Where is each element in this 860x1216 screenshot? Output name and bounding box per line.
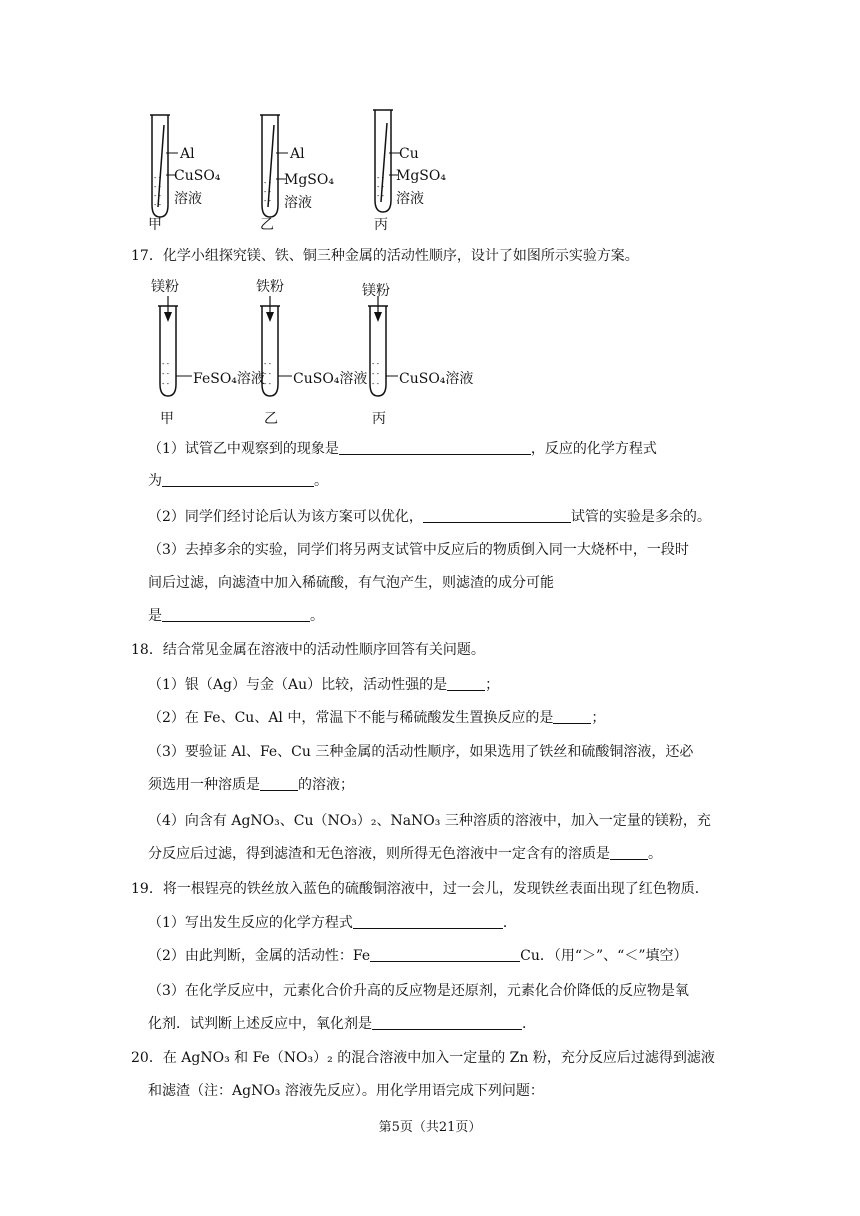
tube1-metal-label: Al — [180, 146, 195, 162]
q19-part2: （2）由此判断，金属的活动性：Fe Cu．（用“＞”、“＜”填空） — [148, 948, 688, 964]
answer-blank[interactable] — [553, 709, 591, 724]
answer-blank[interactable] — [339, 440, 531, 455]
svg-text:- -: - - — [154, 183, 161, 191]
svg-text:- -: - - — [372, 380, 379, 388]
q17-tube3-name: 丙 — [372, 411, 386, 427]
svg-text:- -: - - — [264, 360, 271, 368]
answer-blank[interactable] — [372, 1015, 522, 1030]
q19-part3-line2: 化剂．试判断上述反应中，氧化剂是 ． — [148, 1016, 536, 1032]
q18-stem: 18．结合常见金属在溶液中的活动性顺序回答有关问题。 — [131, 642, 485, 658]
svg-text:- -: - - — [372, 360, 379, 368]
answer-blank[interactable] — [370, 947, 520, 962]
q18-part1: （1）银（Ag）与金（Au）比较，活动性强的是 ； — [148, 677, 500, 693]
tube3-name: 丙 — [374, 217, 388, 233]
tube3-solution-label: MgSO₄ — [396, 168, 446, 184]
q17-part3-line3: 是 。 — [148, 608, 324, 624]
q19-part1: （1）写出发生反应的化学方程式 ． — [148, 915, 517, 931]
svg-text:- -: - - — [377, 183, 384, 191]
svg-text:- -: - - — [154, 174, 161, 182]
svg-text:- -: - - — [264, 188, 271, 196]
answer-blank[interactable] — [162, 607, 310, 622]
q17-part2: （2）同学们经讨论后认为该方案可以优化， 试管的实验是多余的。 — [148, 509, 711, 525]
tube2-name: 乙 — [260, 217, 274, 233]
q17-tube3-powder: 镁粉 — [362, 283, 390, 299]
q17-part3-line1: （3）去掉多余的实验，同学们将另两支试管中反应后的物质倒入同一大烧杯中，一段时 — [148, 542, 689, 558]
answer-blank[interactable] — [447, 676, 485, 691]
q17-tube2-name: 乙 — [264, 411, 278, 427]
q19-stem: 19．将一根锃亮的铁丝放入蓝色的硫酸铜溶液中，过一会儿，发现铁丝表面出现了红色物质． — [131, 881, 709, 897]
svg-text:- -: - - — [162, 360, 169, 368]
page-number-footer: 第5页（共21页） — [378, 1120, 482, 1135]
svg-text:- -: - - — [264, 370, 271, 378]
tube1-name: 甲 — [148, 217, 162, 233]
svg-text:- -: - - — [264, 179, 271, 187]
q20-stem-line1: 20．在 AgNO₃ 和 Fe（NO₃）₂ 的混合溶液中加入一定量的 Zn 粉，充分反应后过滤得到滤液 — [131, 1050, 715, 1066]
q17-part1-line2: 为 。 — [148, 473, 328, 489]
svg-text:- -: - - — [162, 370, 169, 378]
q17-tube2-solution: CuSO₄溶液 — [293, 371, 368, 387]
svg-text:- -: - - — [154, 201, 161, 209]
test-tube-diagram-2 — [140, 296, 440, 406]
q17-tube1-powder: 镁粉 — [151, 279, 179, 295]
q18-part2: （2）在 Fe、Cu、Al 中，常温下不能与稀硫酸发生置换反应的是 ； — [148, 710, 606, 726]
q19-part3-line1: （3）在化学反应中，元素化合价升高的反应物是还原剂，元素化合价降低的反应物是氧 — [148, 983, 689, 999]
answer-blank[interactable] — [423, 508, 571, 523]
q17-part3-line2: 间后过滤，向滤渣中加入稀硫酸，有气泡产生，则滤渣的成分可能 — [148, 575, 554, 591]
q17-tube1-name: 甲 — [160, 411, 174, 427]
q18-part4-line1: （4）向含有 AgNO₃、Cu（NO₃）₂、NaNO₃ 三种溶质的溶液中，加入一定量的镁粉，充 — [148, 813, 711, 829]
q17-part1-line1: （1）试管乙中观察到的现象是 ，反应的化学方程式 — [148, 441, 657, 457]
tube1-solution-label: CuSO₄ — [174, 168, 221, 184]
tube3-solution-label-2: 溶液 — [396, 191, 424, 207]
svg-text:- -: - - — [162, 380, 169, 388]
q17-tube-jia — [158, 296, 192, 396]
svg-text:- -: - - — [264, 197, 271, 205]
q17-stem: 17．化学小组探究镁、铁、铜三种金属的活动性顺序，设计了如图所示实验方案。 — [131, 248, 639, 264]
q20-stem-line2: 和滤渣（注：AgNO₃ 溶液先反应）。用化学用语完成下列问题： — [148, 1083, 544, 1099]
q18-part4-line2: 分反应后过滤，得到滤渣和无色溶液，则所得无色溶液中一定含有的溶质是 。 — [148, 846, 662, 862]
tube2-solution-label: MgSO₄ — [284, 172, 334, 188]
answer-blank[interactable] — [353, 914, 503, 929]
answer-blank[interactable] — [610, 845, 648, 860]
q18-part3-line1: （3）要验证 Al、Fe、Cu 三种金属的活动性顺序，如果选用了铁丝和硫酸铜溶液，还必 — [148, 744, 694, 760]
tube3-metal-label: Cu — [399, 146, 419, 162]
answer-blank[interactable] — [162, 472, 314, 487]
tube2-solution-label-2: 溶液 — [284, 195, 312, 211]
q17-tube2-powder: 铁粉 — [256, 279, 284, 295]
svg-text:- -: - - — [372, 370, 379, 378]
q18-part3-line2: 须选用一种溶质是 的溶液； — [148, 777, 354, 793]
q17-tube3-solution: CuSO₄溶液 — [399, 371, 474, 387]
svg-text:- -: - - — [154, 192, 161, 200]
tube1-solution-label-2: 溶液 — [174, 191, 202, 207]
q17-tube-bing — [368, 296, 398, 396]
q17-tube1-solution: FeSO₄溶液 — [193, 371, 265, 387]
svg-text:- -: - - — [264, 380, 271, 388]
svg-text:- -: - - — [377, 174, 384, 182]
svg-text:- -: - - — [377, 192, 384, 200]
answer-blank[interactable] — [260, 776, 298, 791]
tube2-metal-label: Al — [290, 146, 305, 162]
